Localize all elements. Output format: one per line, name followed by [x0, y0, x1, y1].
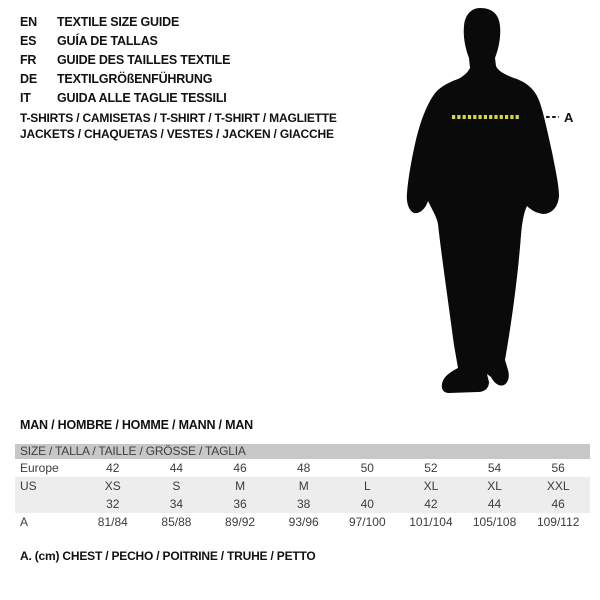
row-label	[15, 495, 81, 513]
table-row-us	[15, 477, 590, 495]
size-cell: M	[235, 479, 246, 493]
language-title: GUÍA DE TALLAS	[57, 34, 158, 48]
size-cell: 44	[169, 461, 184, 475]
size-cell: 44	[487, 497, 502, 511]
size-cell: 34	[169, 497, 184, 511]
size-cell: M	[298, 479, 309, 493]
size-cell: XXL	[546, 479, 570, 493]
size-cell: 81/84	[97, 515, 128, 529]
row-label: Europe	[20, 461, 59, 475]
language-code: ES	[20, 34, 37, 48]
size-cell: 46	[233, 461, 247, 475]
category-jackets: JACKETS / CHAQUETAS / VESTES / JACKEN / GIACCHE	[20, 126, 334, 141]
language-title: TEXTILGRÖßENFÜHRUNG	[57, 72, 213, 86]
language-code: DE	[20, 72, 37, 86]
size-table	[15, 444, 590, 531]
size-cell: S	[172, 479, 181, 493]
size-cell: 85/88	[161, 515, 192, 529]
size-cell: XL	[487, 479, 502, 493]
size-cell: 52	[424, 461, 438, 475]
table-row-europe	[15, 459, 590, 477]
man-silhouette-shape	[407, 8, 559, 393]
table-row-numeric	[15, 495, 590, 513]
size-cell: XS	[104, 479, 121, 493]
measurement-footnote: A. (cm) CHEST / PECHO / POITRINE / TRUHE / PETTO	[20, 549, 316, 563]
section-title-man: MAN / HOMBRE / HOMME / MANN / MAN	[20, 418, 253, 432]
size-cell: 97/100	[348, 515, 386, 529]
size-cell: 38	[297, 497, 311, 511]
language-code: EN	[20, 15, 37, 29]
size-cell: 89/92	[225, 515, 256, 529]
language-title: TEXTILE SIZE GUIDE	[57, 15, 180, 29]
language-code: FR	[20, 53, 37, 67]
table-row-chest-a	[15, 513, 590, 531]
language-row-en	[20, 13, 230, 32]
size-cell: 48	[297, 461, 311, 475]
language-title: GUIDA ALLE TAGLIE TESSILI	[57, 91, 227, 105]
language-title-list	[20, 13, 230, 108]
size-cell: 105/108	[472, 515, 517, 529]
size-cell: L	[363, 479, 371, 493]
category-tshirts: T-SHIRTS / CAMISETAS / T-SHIRT / T-SHIRT / MAGLIETTE	[20, 111, 337, 125]
row-label: A	[20, 515, 29, 529]
size-cell: 101/104	[409, 515, 453, 529]
garment-categories	[20, 111, 337, 142]
size-cell: 109/112	[536, 515, 580, 529]
language-row-fr	[20, 51, 230, 70]
size-table-header: SIZE / TALLA / TAILLE / GRÖSSE / TAGLIA	[15, 444, 590, 459]
size-cell: 93/96	[288, 515, 319, 529]
size-cell: XL	[423, 479, 439, 493]
size-cell: 42	[424, 497, 438, 511]
language-title: GUIDE DES TAILLES TEXTILE	[57, 53, 231, 67]
size-cell: 50	[360, 461, 374, 475]
size-cell: 42	[106, 461, 120, 475]
language-row-es	[20, 32, 230, 51]
size-cell: 40	[360, 497, 374, 511]
size-cell: 36	[233, 497, 247, 511]
language-row-it	[20, 89, 230, 108]
measure-label-a: A	[564, 110, 574, 125]
measurement-figure	[400, 0, 580, 402]
language-code: IT	[20, 91, 31, 105]
size-cell: 56	[551, 461, 565, 475]
size-cell: 32	[106, 497, 120, 511]
size-cell: 54	[487, 461, 502, 475]
language-row-de	[20, 70, 230, 89]
row-label: US	[20, 479, 37, 493]
size-cell: 46	[551, 497, 565, 511]
